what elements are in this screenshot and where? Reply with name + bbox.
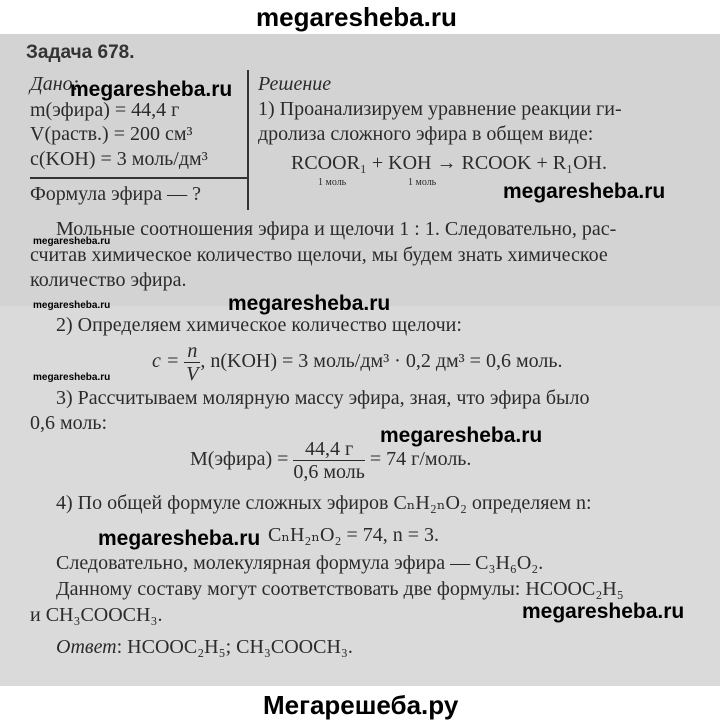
watermark: megaresheba.ru (98, 527, 261, 550)
given-label: Дано: (30, 73, 80, 95)
reaction-equation: RCOOR₁ + KOH → RCOOK + R₁OH. (291, 152, 607, 174)
formula-m-numerator: 44,4 г (293, 438, 365, 461)
footer-site-link[interactable]: Мегарешеба.ру (263, 690, 459, 720)
step3-line2: 0,6 моль: (30, 412, 108, 434)
header-site-link[interactable]: megaresheba.ru (256, 2, 457, 32)
given-volume: V(раств.) = 200 см³ (30, 123, 193, 145)
watermark-small: megaresheba.ru (33, 372, 111, 383)
mol-label-ester: 1 моль (318, 177, 347, 188)
find-text: Формула эфира — ? (30, 183, 202, 205)
step1-line2: дролиза сложного эфира в общем виде: (258, 123, 594, 145)
formula-m-fraction (293, 438, 365, 483)
given-vertical-divider (247, 70, 249, 210)
step3-line1: 3) Рассчитываем молярную массу эфира, зная, что эфира было (56, 387, 590, 409)
formula-m-rest: = 74 г/моль. (369, 448, 472, 470)
watermark: megaresheba.ru (503, 180, 666, 203)
step2-text: 2) Определяем химическое количество щелочи: (56, 314, 462, 336)
formula-c-fraction (184, 340, 200, 385)
step1-line1: 1) Проанализируем уравнение реакции ги- (258, 98, 622, 120)
formula-m-left: M(эфира) = (190, 448, 289, 470)
watermark: megaresheba.ru (522, 600, 685, 623)
conclusion-line1: Следовательно, молекулярная формула эфира — C₃H₆O₂. (56, 552, 544, 574)
paragraph-ratio-line1: Мольные соотношения эфира и щелочи 1 : 1. Следовательно, рас- (56, 218, 617, 240)
formula-c-denominator: V (186, 362, 199, 385)
conclusion-line2: Данному составу могут соответствовать две формулы: HCOOC₂H₅ (56, 578, 624, 600)
formula-concentration (152, 339, 562, 385)
watermark: megaresheba.ru (228, 292, 391, 315)
mol-label-koh: 1 моль (408, 177, 437, 188)
task-title: Задача 678. (26, 42, 135, 63)
formula-n: CₙH₂ₙO₂ = 74, n = 3. (268, 524, 440, 546)
formula-c-left: c = (152, 350, 180, 372)
paragraph-ratio-line2: считав химическое количество щелочи, мы будем знать химическое (30, 244, 608, 266)
conclusion-line3: и CH₃COOCH₃. (30, 604, 163, 626)
answer-label: Ответ (56, 636, 117, 658)
given-mass: m(эфира) = 44,4 г (30, 99, 180, 121)
paragraph-ratio-line3: количество эфира. (30, 269, 187, 291)
formula-m-denominator: 0,6 моль (293, 460, 365, 483)
solution-label: Решение (258, 73, 332, 95)
watermark-small: megaresheba.ru (33, 236, 111, 247)
given-concentration: c(KOH) = 3 моль/дм³ (30, 148, 208, 170)
given-divider (30, 177, 248, 179)
watermark: megaresheba.ru (70, 78, 233, 101)
answer-line (56, 636, 353, 659)
formula-c-rest: , n(KOH) = 3 моль/дм³ · 0,2 дм³ = 0,6 моль. (200, 350, 563, 372)
step4-text: 4) По общей формуле сложных эфиров CₙH₂ₙO₂ определяем n: (56, 492, 592, 514)
watermark-small: megaresheba.ru (33, 300, 111, 311)
watermark: megaresheba.ru (380, 424, 543, 447)
answer-text: : HCOOC₂H₅; CH₃COOCH₃. (116, 636, 353, 658)
formula-c-numerator: n (184, 340, 200, 363)
